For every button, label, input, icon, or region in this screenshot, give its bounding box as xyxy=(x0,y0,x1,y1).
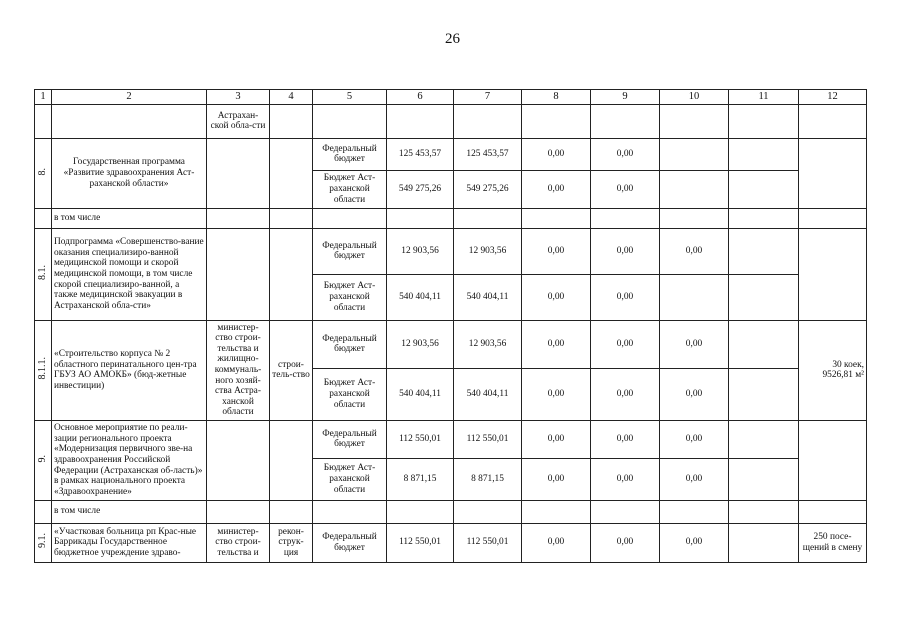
col-header: 11 xyxy=(729,90,799,105)
amount-cell: 112 550,01 xyxy=(454,523,522,562)
responsible-cell: министер-ство строи-тельства и жилищно-коммуналь-ного хозяй-ства Астра-ханской области xyxy=(207,320,270,420)
amount-cell: 0,00 xyxy=(522,228,591,274)
amount-cell: 0,00 xyxy=(522,138,591,170)
col-header: 5 xyxy=(313,90,387,105)
funding-source: Федеральный бюджет xyxy=(313,420,387,458)
table-row xyxy=(35,420,867,458)
work-type-cell: рекон-струк-ция xyxy=(270,523,313,562)
amount-cell: 12 903,56 xyxy=(387,320,454,368)
result-cell: 250 посе-щений в смену xyxy=(799,523,867,562)
col-header: 9 xyxy=(591,90,660,105)
col-header: 10 xyxy=(660,90,729,105)
amount-cell: 0,00 xyxy=(522,170,591,208)
item-name: Подпрограмма «Совершенство-вание оказания специализиро-ванной медицинской помощи и скорой медицинской помощи, в том числе скорой специализиро-ванной, а также медицинской эвакуации в Астраханской обла-сти» xyxy=(52,228,207,320)
col-header: 1 xyxy=(35,90,52,105)
subitem-label: в том числе xyxy=(52,208,207,228)
item-name: Государственная программа «Развитие здравоохранения Аст-раханской области» xyxy=(52,138,207,208)
amount-cell: 549 275,26 xyxy=(454,170,522,208)
amount-cell: 540 404,11 xyxy=(454,368,522,420)
amount-cell: 0,00 xyxy=(591,274,660,320)
table-row xyxy=(35,138,867,170)
amount-cell: 125 453,57 xyxy=(387,138,454,170)
funding-source: Федеральный бюджет xyxy=(313,138,387,170)
result-cell: 30 коек, 9526,81 м² xyxy=(799,320,867,420)
work-type-cell: строи-тель-ство xyxy=(270,320,313,420)
funding-source: Бюджет Аст-раханской области xyxy=(313,458,387,500)
col-header: 8 xyxy=(522,90,591,105)
col-header: 12 xyxy=(799,90,867,105)
amount-cell: 0,00 xyxy=(522,274,591,320)
amount-cell: 112 550,01 xyxy=(387,523,454,562)
item-name: «Строительство корпуса № 2 областного перинатального цен-тра ГБУЗ АО АМОКБ» (бюд-жетные инвестиции) xyxy=(52,320,207,420)
amount-cell: 0,00 xyxy=(660,523,729,562)
amount-cell: 0,00 xyxy=(591,368,660,420)
subitem-label: в том числе xyxy=(52,500,207,523)
amount-cell: 12 903,56 xyxy=(454,228,522,274)
table-row xyxy=(35,523,867,562)
row-number: 8.1. xyxy=(35,228,52,320)
amount-cell: 8 871,15 xyxy=(387,458,454,500)
page-number: 26 xyxy=(445,31,460,47)
amount-cell: 0,00 xyxy=(591,420,660,458)
amount-cell: 0,00 xyxy=(522,420,591,458)
col-header: 4 xyxy=(270,90,313,105)
amount-cell: 0,00 xyxy=(522,368,591,420)
amount-cell: 112 550,01 xyxy=(387,420,454,458)
amount-cell: 0,00 xyxy=(660,458,729,500)
funding-source: Федеральный бюджет xyxy=(313,228,387,274)
funding-source: Бюджет Аст-раханской области xyxy=(313,368,387,420)
row-number: 8.1.1. xyxy=(35,320,52,420)
amount-cell: 0,00 xyxy=(591,320,660,368)
amount-cell: 0,00 xyxy=(522,320,591,368)
table-row xyxy=(35,320,867,368)
amount-cell: 0,00 xyxy=(591,228,660,274)
budget-table xyxy=(34,89,867,563)
amount-cell: 8 871,15 xyxy=(454,458,522,500)
funding-source: Федеральный бюджет xyxy=(313,320,387,368)
amount-cell: 540 404,11 xyxy=(454,274,522,320)
amount-cell: 0,00 xyxy=(660,368,729,420)
item-name: «Участковая больница рп Крас-ные Баррикады Государственное бюджетное учреждение здраво- xyxy=(52,523,207,562)
responsible-cell: министер-ство строи-тельства и xyxy=(207,523,270,562)
amount-cell: 125 453,57 xyxy=(454,138,522,170)
item-name: Основное мероприятие по реали-зации регионального проекта «Модернизация первичного зве-на здравоохранения Российской Федерации (Астраханская об-ласть)» в рамках национального проекта «Здравоохранение» xyxy=(52,420,207,500)
col-header: 2 xyxy=(52,90,207,105)
table-row xyxy=(35,500,867,523)
amount-cell: 540 404,11 xyxy=(387,274,454,320)
col-header: 6 xyxy=(387,90,454,105)
table-row xyxy=(35,228,867,274)
amount-cell: 0,00 xyxy=(660,420,729,458)
header-row xyxy=(35,90,867,105)
amount-cell: 112 550,01 xyxy=(454,420,522,458)
amount-cell: 549 275,26 xyxy=(387,170,454,208)
funding-source: Бюджет Аст-раханской области xyxy=(313,274,387,320)
amount-cell: 12 903,56 xyxy=(454,320,522,368)
table-row xyxy=(35,208,867,228)
col-header: 7 xyxy=(454,90,522,105)
funding-source: Бюджет Аст-раханской области xyxy=(313,170,387,208)
amount-cell: 0,00 xyxy=(660,320,729,368)
amount-cell: 0,00 xyxy=(591,458,660,500)
col-header: 3 xyxy=(207,90,270,105)
table-row xyxy=(35,104,867,138)
row-number: 9.1. xyxy=(35,523,52,562)
responsible-cell: Астрахан-ской обла-сти xyxy=(207,104,270,138)
amount-cell: 0,00 xyxy=(522,458,591,500)
row-number: 9. xyxy=(35,420,52,500)
amount-cell: 0,00 xyxy=(591,170,660,208)
amount-cell: 0,00 xyxy=(591,523,660,562)
amount-cell: 0,00 xyxy=(660,228,729,274)
funding-source: Федеральный бюджет xyxy=(313,523,387,562)
amount-cell: 0,00 xyxy=(591,138,660,170)
amount-cell: 540 404,11 xyxy=(387,368,454,420)
row-number: 8. xyxy=(35,138,52,208)
amount-cell: 12 903,56 xyxy=(387,228,454,274)
amount-cell: 0,00 xyxy=(522,523,591,562)
